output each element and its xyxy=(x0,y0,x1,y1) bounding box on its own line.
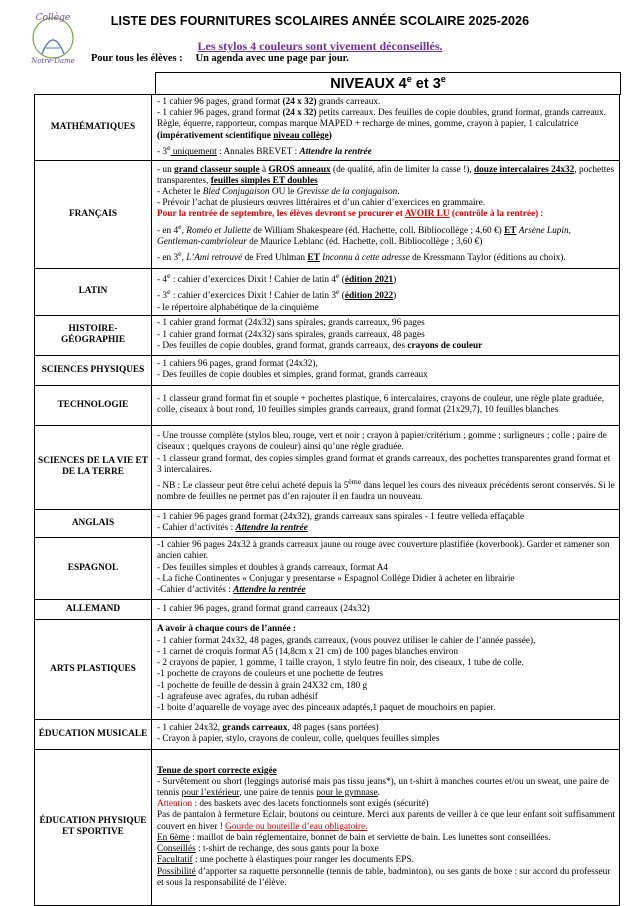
subject-francais: FRANÇAIS xyxy=(35,161,152,269)
subject-histgeo: HISTOIRE-GÉOGRAPHIE xyxy=(35,315,152,355)
list-item: -1 agrafeuse avec agrafes, du ruban adhésif xyxy=(157,691,318,702)
list-item: - Survêtement ou short (leggings autorisé mais pas tissu jeans*), un t-shirt à manches courtes et/ou un sweat, une paire de tennis pour l’extérieur, une paire de tennis pour le gymnase. xyxy=(157,776,609,799)
subject-allemand: ALLEMAND xyxy=(35,599,152,619)
supplies-musique xyxy=(152,719,620,749)
list-item: - 1 cahier format 24x32, 48 pages, grands carreaux, (vous pouvez utiliser le cahier de l’année passée), xyxy=(157,635,536,646)
list-item: - le répertoire alphabétique de la cinquième xyxy=(157,302,319,313)
table-row xyxy=(35,95,620,161)
list-item: - 2 crayons de papier, 1 gomme, 1 taille crayon, 1 stylo feutre fin noir, des ciseaux, 1 tube de colle. xyxy=(157,658,524,669)
supplies-anglais xyxy=(152,509,620,537)
supplies-latin xyxy=(152,269,620,316)
svg-text:Collège: Collège xyxy=(35,13,71,23)
supplies-allemand xyxy=(152,599,620,619)
table-row xyxy=(35,537,620,599)
list-item: -Cahier d’activités : Attendre la rentrée xyxy=(157,585,306,596)
supplies-table xyxy=(34,94,620,906)
table-row xyxy=(35,425,620,509)
subject-math: MATHÉMATIQUES xyxy=(35,95,152,161)
list-item: Attention : des baskets avec des lacets fonctionnels sont exigés (sécurité) xyxy=(157,799,429,810)
list-item: - NB : Le classeur peut être celui acheté depuis la 5ème dans lequel les cours des niveaux précédents seront conservés. Si le nombre de feuilles ne permet pas d’en rajouter il en faudra un nouveau. xyxy=(157,476,615,503)
subject-svt: SCIENCES DE LA VIE ET DE LA TERRE xyxy=(35,425,152,509)
subject-eps: ÉDUCATION PHYSIQUE ET SPORTIVE xyxy=(35,749,152,905)
list-item: - 3e uniquement : Annales BREVET : Attendre la rentrée xyxy=(157,142,372,157)
subject-physique: SCIENCES PHYSIQUES xyxy=(35,355,152,385)
list-item: - Des feuilles de copie doubles et simples, grand format, grands carreaux xyxy=(157,370,428,381)
table-row xyxy=(35,315,620,355)
table-row xyxy=(35,719,620,749)
list-item: - en 3e, L’Ami retrouvé de Fred Uhlman ET Inconnu à cette adresse de Kressmann Taylor (éditions au choix). xyxy=(157,249,566,264)
list-item: Facultatif : une pochette à élastiques pour ranger les documents EPS. xyxy=(157,855,414,866)
table-row xyxy=(35,509,620,537)
list-item: - en 4e, Roméo et Juliette de William Shakespeare (éd. Hachette, coll. Bibliocollège ; 4,60 €) ET Arsène Lupin, Gentleman-cambrioleur de Maurice Leblanc (éd. Hachette, coll. Bibliocollège ; 3,60 €) xyxy=(157,221,571,247)
list-item: - Acheter le Bled Conjugaison OU le Grevisse de la conjugaison. xyxy=(157,187,400,197)
list-item: - 1 cahier 96 pages, grand format grand carreaux (24x32) xyxy=(157,603,370,614)
list-item: -1 pochette de crayons de couleurs et une pochette de feutres xyxy=(157,669,384,680)
levels-header: NIVEAUX 4e et 3e xyxy=(155,72,621,95)
supplies-physique xyxy=(152,355,620,385)
list-item: - 1 cahier 96 pages, grand format (24 x 32) petits carreaux. Des feuilles de copie doubles, grand format, grands carreaux. Règle, équerre, rapporteur, compas marque MAPED + recharge de mines, gomme, crayon à papier, 1 calculatrice (impérativement scientifique niveau collège) xyxy=(157,108,606,141)
page-title: LISTE DES FOURNITURES SCOLAIRES ANNÉE SCOLAIRE 2025-2026 xyxy=(110,14,530,28)
supplies-svt xyxy=(152,425,620,509)
list-item: -1 boite d’aquarelle de voyage avec des pinceaux adaptés,1 paquet de mouchoirs en papier. xyxy=(157,702,496,713)
list-item: A avoir à chaque cours de l’année : xyxy=(157,624,297,635)
table-row xyxy=(35,749,620,905)
table-row xyxy=(35,161,620,269)
list-item: - 3e : cahier d’exercices Dixit ! Cahier de latin 3e (édition 2022) xyxy=(157,287,397,302)
table-row xyxy=(35,385,620,425)
list-item: -1 cahier 96 pages 24x32 à grands carreaux jaune ou rouge avec couverture plastifiée (koverbook). Garder et ramener son ancien cahier. xyxy=(157,540,610,562)
list-item: - 1 cahier 96 pages grand format (24x32), grands carreaux sans spirales - 1 feutre velleda effaçable xyxy=(157,512,525,523)
list-item: - Des feuilles simples et doubles à grands carreaux, format A4 xyxy=(157,562,389,573)
table-row xyxy=(35,619,620,719)
list-item: - 4e : cahier d’exercices Dixit ! Cahier de latin 4e (édition 2021) xyxy=(157,271,397,286)
subject-espagnol: ESPAGNOL xyxy=(35,537,152,599)
list-item: - 1 cahier 96 pages, grand format (24 x 32) grands carreaux. xyxy=(157,96,381,107)
list-item: Pas de pantalon à fermeture Eclair, boutons ou ceinture. Merci aux parents de veiller à ce que leur enfant soit suffisamment couvert en hiver ! Gourde ou bouteille d’eau obligatoire. xyxy=(157,810,615,832)
subject-musique: ÉDUCATION MUSICALE xyxy=(35,719,152,749)
pen-warning: Les stylos 4 couleurs sont vivement déconseillés. xyxy=(197,39,443,53)
list-item: Tenue de sport correcte exigée xyxy=(157,765,277,776)
supplies-espagnol xyxy=(152,537,620,599)
list-item: - un grand classeur souple à GROS anneaux (de qualité, afin de limiter la casse !), douze intercalaires 24x32, pochettes transparentes, feuilles simples ET doubles xyxy=(157,164,615,186)
supplies-histgeo xyxy=(152,315,620,355)
subject-anglais: ANGLAIS xyxy=(35,509,152,537)
list-item: Conseillés : t-shirt de rechange, des sous gants pour la boxe xyxy=(157,844,379,855)
svg-text:Notre-Dame: Notre-Dame xyxy=(31,57,75,65)
subject-arts: ARTS PLASTIQUES xyxy=(35,619,152,719)
subject-latin: LATIN xyxy=(35,269,152,316)
list-item: - La fiche Continentes « Conjugar y presentarse » Espagnol Collège Didier à acheter en librairie xyxy=(157,573,515,584)
supplies-math xyxy=(152,95,620,161)
supplies-eps xyxy=(152,749,620,905)
supplies-arts xyxy=(152,619,620,719)
all-students-note: Pour tous les élèves : Un agenda avec une page par jour. xyxy=(91,53,349,64)
list-item: - 1 classeur grand format fin et souple + pochettes plastique, 6 intercalaires, crayons de couleur, une règle plate graduée, colle, ciseaux à bout rond, 10 feuilles simples grands carreaux, grand format (21x29,7), 10 feuilles blanches xyxy=(157,394,605,416)
table-row xyxy=(35,269,620,316)
list-item: - 1 classeur grand format, des copies simples grand format et grands carreaux, des pochettes transparentes grand format et 3 intercalaires. xyxy=(157,453,611,475)
list-item: - Des feuilles de copie doubles, grand format, grands carreaux, des crayons de couleur xyxy=(157,340,483,351)
list-item: - 1 cahier 24x32, grands carreaux, 48 pages (sans portées) xyxy=(157,723,379,734)
table-row xyxy=(35,599,620,619)
list-item: - Prévoir l’achat de plusieurs œuvres littéraires et d’un cahier d’exercices en grammaire. xyxy=(157,198,486,209)
list-item: - Crayon à papier, stylo, crayons de couleur, colle, quelques feuilles simples xyxy=(157,734,440,745)
list-item: Pour la rentrée de septembre, les élèves devront se procurer et AVOIR LU (contrôle à la rentrée) : xyxy=(157,209,544,220)
list-item: - Cahier d’activités : Attendre la rentrée xyxy=(157,523,308,534)
subject-techno: TECHNOLOGIE xyxy=(35,385,152,425)
list-item: Possibilité d’apporter sa raquette personnelle (tennis de table, badminton), ou ses gants de boxe : sur accord du professeur et sous la responsabilité de l’élève. xyxy=(157,866,611,888)
list-item: - 1 carnet de croquis format A5 (14,8cm x 21 cm) de 100 pages blanches environ xyxy=(157,646,459,657)
supplies-techno xyxy=(152,385,620,425)
list-item: - Une trousse complète (stylos bleu, rouge, vert et noir ; crayon à papier/critérium ; gomme ; surligneurs ; colle ; paire de ciseaux ; quelques crayons de couleur) ainsi qu’une règle graduée. xyxy=(157,431,607,453)
list-item: En 6ème : maillot de bain réglementaire, bonnet de bain et serviette de bain. Les lunettes sont conseillées. xyxy=(157,832,551,843)
list-item: - 1 cahier grand format (24x32) sans spirales, grands carreaux, 96 pages xyxy=(157,318,425,329)
list-item: - 1 cahiers 96 pages, grand format (24x32), xyxy=(157,359,318,370)
list-item: -1 pochette de feuille de dessin à grain 24X32 cm, 180 g xyxy=(157,680,368,691)
supplies-francais xyxy=(152,161,620,269)
list-item: - 1 cahier grand format (24x32) sans spirales, grands carreaux, 48 pages xyxy=(157,329,425,340)
table-row xyxy=(35,355,620,385)
